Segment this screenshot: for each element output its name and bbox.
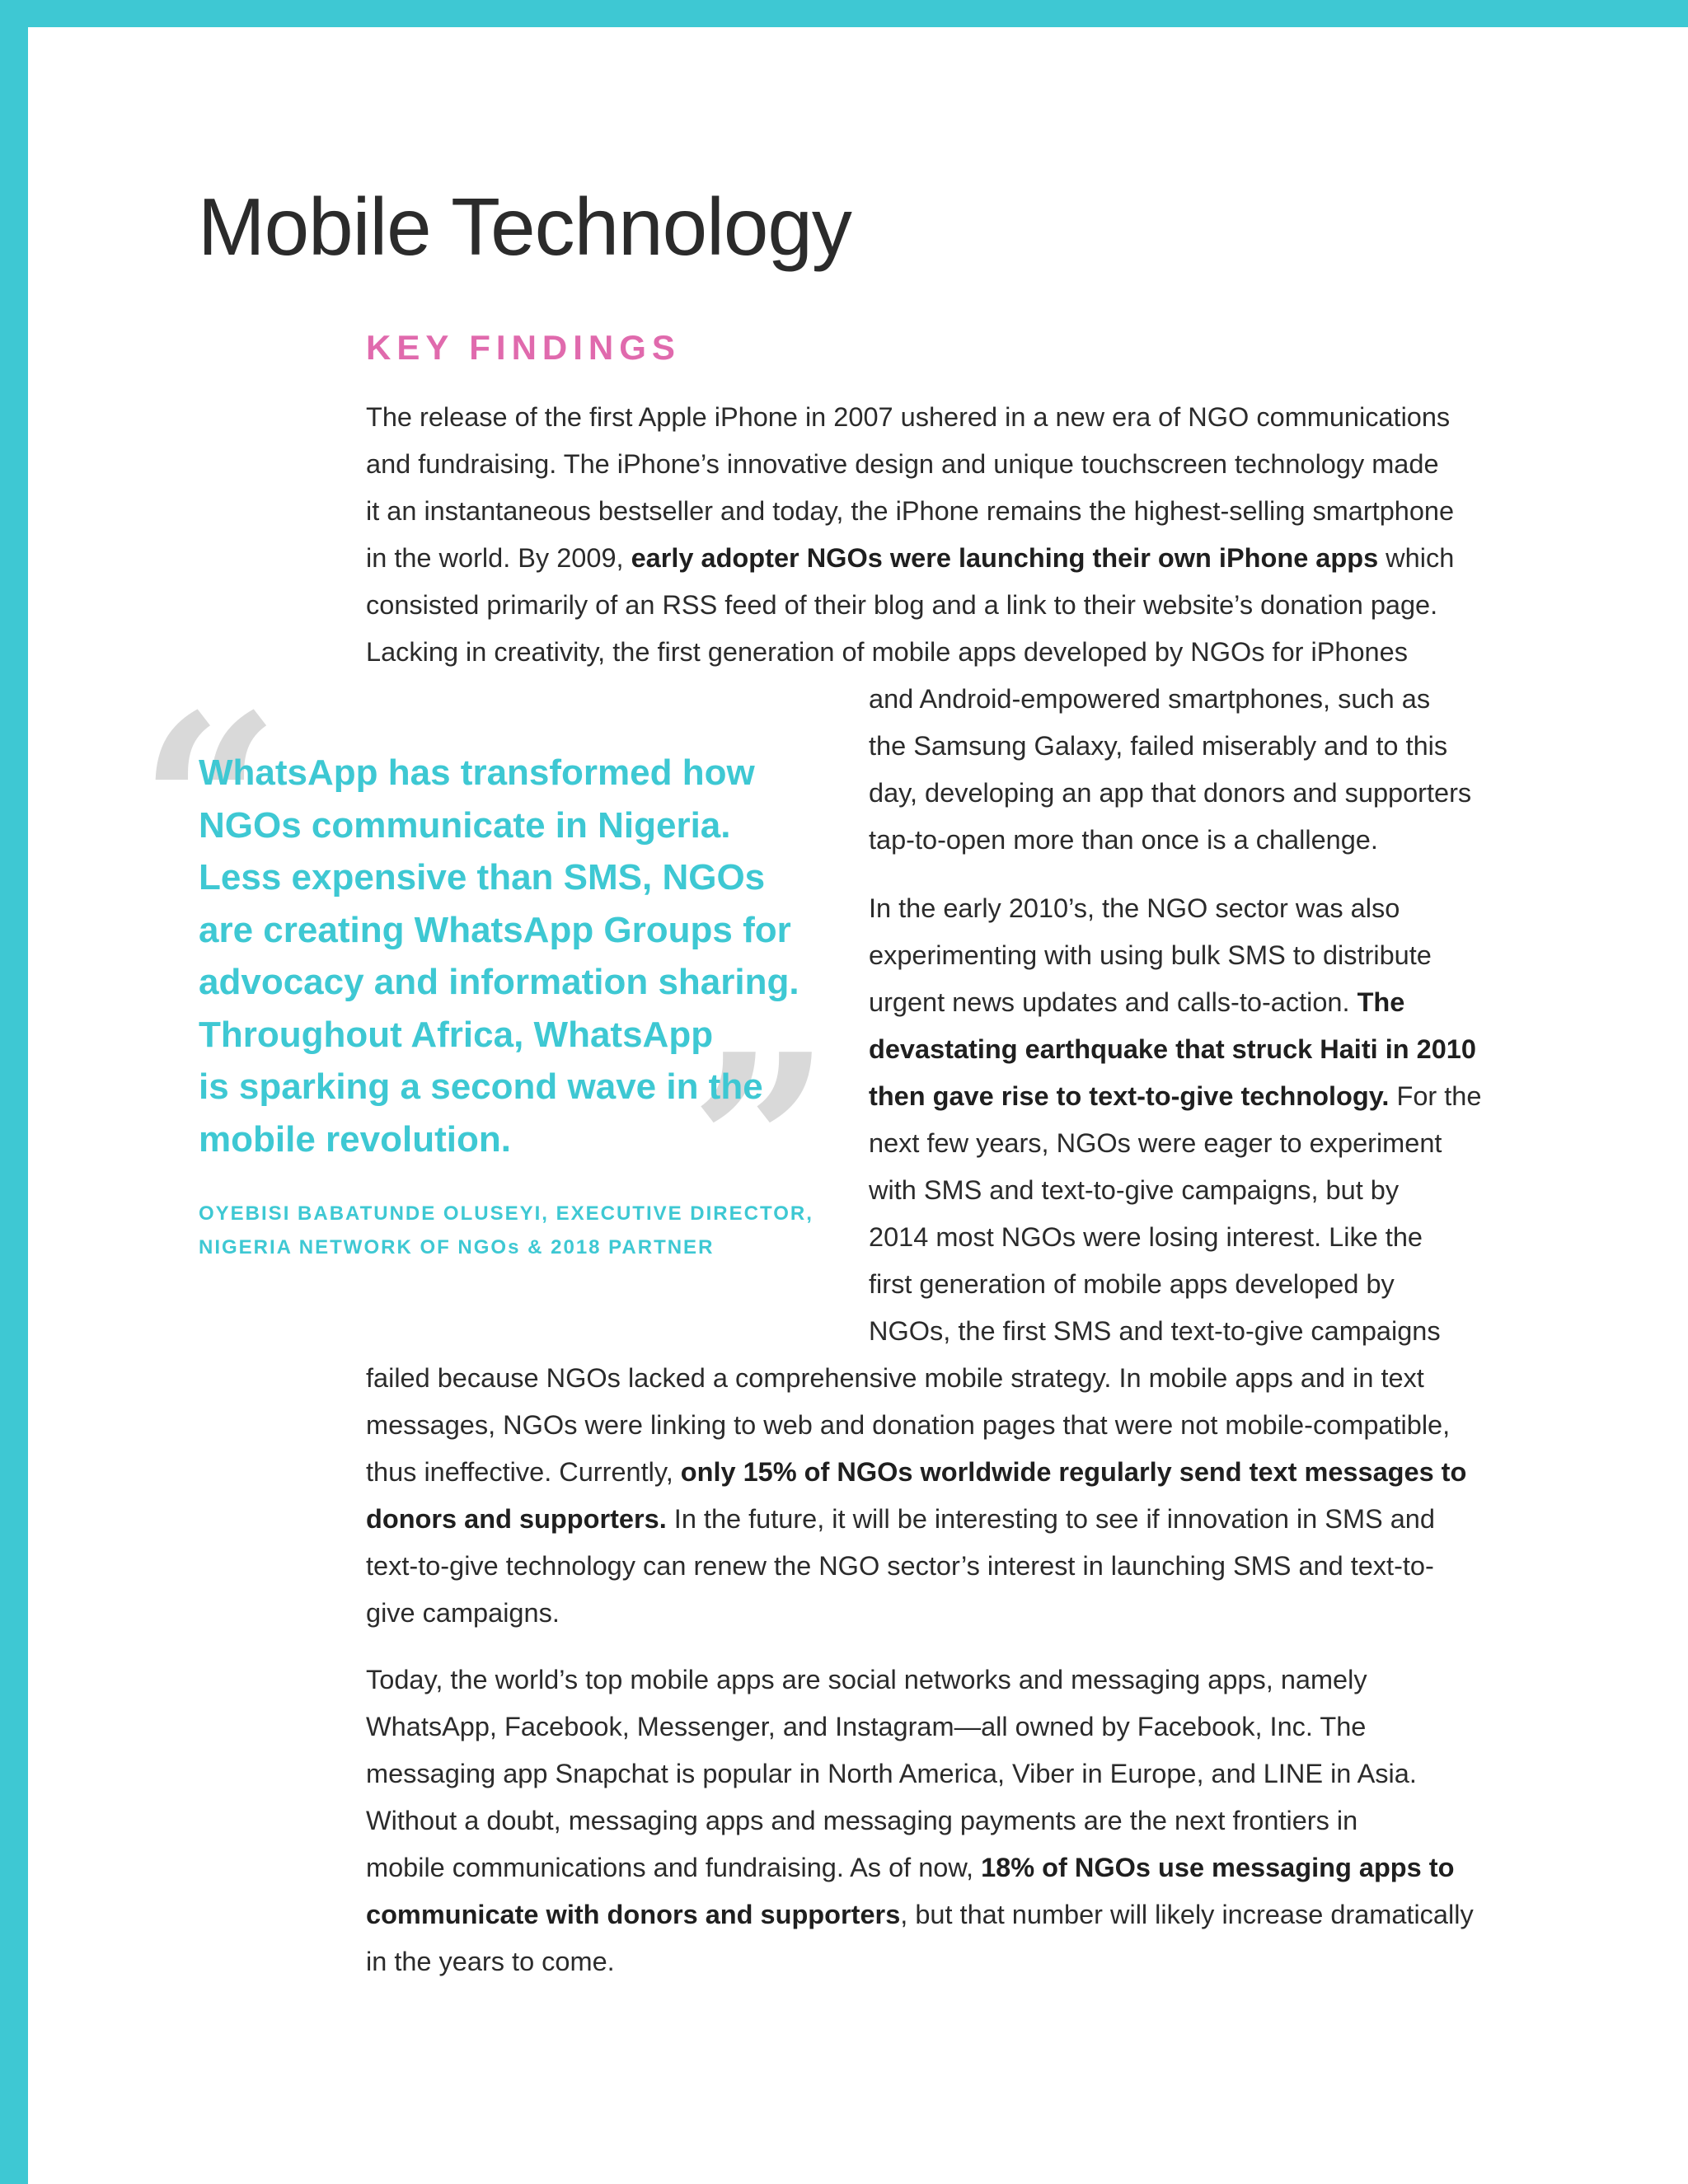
text-line: it an instantaneous bestseller and today, the iPhone remains the highest-selling smartphone [366, 496, 1455, 526]
text-line [869, 1026, 1481, 1073]
messaging-paragraph [366, 1657, 1474, 1985]
text-run: , but that number will likely increase dramatically [900, 1900, 1474, 1929]
text-run: thus ineffective. Currently, [366, 1457, 681, 1487]
text-line: The release of the first Apple iPhone in 2007 ushered in a new era of NGO communications [366, 402, 1451, 432]
top-border-bar [0, 0, 1688, 27]
highlight-text: early adopter NGOs were launching their own iPhone apps [631, 543, 1379, 573]
text-line: and Android-empowered smartphones, such as [869, 684, 1431, 714]
attribution-line: OYEBISI BABATUNDE OLUSEYI, EXECUTIVE DIRECTOR, [199, 1202, 814, 1225]
highlight-text: only 15% of NGOs worldwide regularly send text messages to [680, 1457, 1467, 1487]
highlight-text: 18% of NGOs use messaging apps to [981, 1853, 1455, 1882]
text-line [366, 1891, 1474, 1938]
text-line [366, 1496, 1466, 1543]
text-line [366, 1844, 1474, 1891]
quote-line: WhatsApp has transformed how [199, 752, 755, 793]
text-line: give campaigns. [366, 1598, 560, 1628]
left-border-bar [0, 0, 28, 2184]
text-line: Lacking in creativity, the first generation of mobile apps developed by NGOs for iPhones [366, 637, 1408, 667]
text-line: experimenting with using bulk SMS to distribute [869, 940, 1432, 970]
highlight-text: The [1357, 987, 1405, 1017]
text-line: day, developing an app that donors and supporters [869, 778, 1472, 808]
text-line: consisted primarily of an RSS feed of their blog and a link to their website’s donation page. [366, 590, 1438, 620]
text-line [366, 1449, 1466, 1496]
text-run: For the [1389, 1081, 1482, 1111]
text-line [869, 1073, 1481, 1120]
quote-line: advocacy and information sharing. [199, 962, 799, 1002]
text-line: Without a doubt, messaging apps and messaging payments are the next frontiers in [366, 1806, 1358, 1835]
text-line: in the years to come. [366, 1947, 615, 1976]
text-line: next few years, NGOs were eager to experiment [869, 1128, 1442, 1158]
text-line: and fundraising. The iPhone’s innovative design and unique touchscreen technology made [366, 449, 1439, 479]
highlight-text: devastating earthquake that struck Haiti in 2010 [869, 1034, 1476, 1064]
page-title: Mobile Technology [198, 181, 851, 272]
text-line: 2014 most NGOs were losing interest. Like the [869, 1222, 1423, 1252]
text-line: messaging app Snapchat is popular in North America, Viber in Europe, and LINE in Asia. [366, 1759, 1417, 1788]
text-line: In the early 2010’s, the NGO sector was also [869, 893, 1400, 923]
sms-paragraph [869, 885, 1481, 1355]
text-line [869, 979, 1481, 1026]
quote-line: are creating WhatsApp Groups for [199, 909, 791, 950]
open-quote-icon: “ [138, 660, 281, 951]
quote-line: NGOs communicate in Nigeria. [199, 804, 731, 846]
text-run: In the future, it will be interesting to see if innovation in SMS and [666, 1504, 1435, 1534]
highlight-text: communicate with donors and supporters [366, 1900, 901, 1929]
text-line [366, 535, 1471, 582]
section-label: KEY FINDINGS [366, 328, 681, 367]
text-line: failed because NGOs lacked a comprehensive mobile strategy. In mobile apps and in text [366, 1363, 1424, 1393]
text-line: messages, NGOs were linking to web and donation pages that were not mobile-compatible, [366, 1410, 1451, 1440]
text-line: the Samsung Galaxy, failed miserably and to this [869, 731, 1448, 761]
quote-attribution [199, 1197, 814, 1264]
text-run: in the world. By 2009, [366, 543, 631, 573]
quote-line: Throughout Africa, WhatsApp [199, 1014, 714, 1055]
text-line: first generation of mobile apps developed by [869, 1269, 1395, 1299]
attribution-line: NIGERIA NETWORK OF NGOs & 2018 PARTNER [199, 1236, 715, 1258]
quote-line: Less expensive than SMS, NGOs [199, 857, 766, 898]
quote-line: is sparking a second wave in the [199, 1066, 763, 1107]
text-line: with SMS and text-to-give campaigns, but by [869, 1175, 1400, 1205]
text-line: WhatsApp, Facebook, Messenger, and Instagram—all owned by Facebook, Inc. The [366, 1712, 1367, 1741]
text-line: text-to-give technology can renew the NGO sector’s interest in launching SMS and text-to- [366, 1551, 1434, 1581]
text-run: mobile communications and fundraising. As of now, [366, 1853, 982, 1882]
quote-line: mobile revolution. [199, 1118, 511, 1160]
highlight-text: donors and supporters. [366, 1504, 667, 1534]
text-run: which [1378, 543, 1455, 573]
sms-paragraph-continued [366, 1355, 1466, 1637]
text-line: Today, the world’s top mobile apps are social networks and messaging apps, namely [366, 1665, 1367, 1694]
text-line: tap-to-open more than once is a challenge. [869, 825, 1378, 855]
text-run: urgent news updates and calls-to-action. [869, 987, 1357, 1017]
text-line: NGOs, the first SMS and text-to-give campaigns [869, 1316, 1441, 1346]
highlight-text: then gave rise to text-to-give technology. [869, 1081, 1390, 1111]
close-quote-icon: ” [689, 1000, 832, 1291]
pull-quote [199, 747, 799, 1165]
